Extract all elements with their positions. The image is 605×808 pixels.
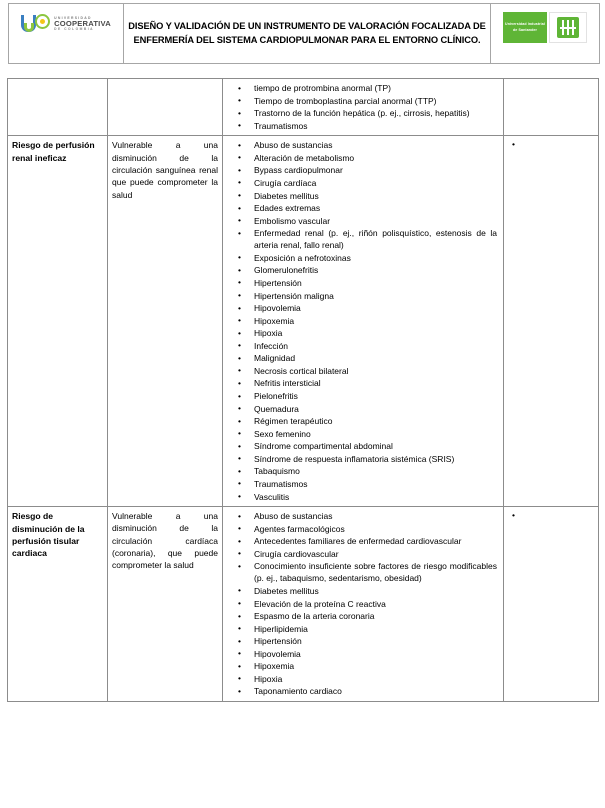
table-body [8, 79, 599, 702]
header-title-cell [124, 4, 491, 64]
list-item: • Abuso de sustancias [244, 510, 497, 522]
diagnosis-label: Riesgo de perfusión renal ineficaz [12, 140, 95, 163]
list-item: • Diabetes mellitus [244, 585, 497, 597]
list-item: • Infección [244, 340, 497, 352]
list-item: • Síndrome de respuesta inflamatoria sistémica (SRIS) [244, 453, 497, 465]
definition-text: Vulnerable a una disminución de la circulación cardíaca (coronaria), que puede comprometer la salud [112, 511, 218, 571]
list-item: • Hipertensión [244, 277, 497, 289]
list-item: • Hipoxia [244, 327, 497, 339]
header-left-logo-cell [9, 4, 124, 64]
ucc-emblem-icon [21, 14, 51, 35]
list-item: • Cirugía cardiovascular [244, 548, 497, 560]
list-item: • Edades extremas [244, 202, 497, 214]
table-row [8, 136, 599, 507]
list-item: • Hiperlipidemia [244, 623, 497, 635]
list-item: • Exposición a nefrotoxinas [244, 252, 497, 264]
risk-factors-list [227, 139, 499, 502]
diagnosis-label: Riesgo de disminución de la perfusión tisular cardiaca [12, 511, 85, 559]
list-item: • Quemadura [244, 403, 497, 415]
list-item: • Cirugía cardíaca [244, 177, 497, 189]
definition-text: Vulnerable a una disminución de la circulación sanguínea renal que puede comprometer la salud [112, 140, 218, 200]
definition-cell [108, 136, 223, 507]
table-row [8, 79, 599, 136]
list-item: • Hipoxemia [244, 315, 497, 327]
ucc-logo-line2: COOPERATIVA [54, 19, 111, 29]
list-item: • Elevación de la proteína C reactiva [244, 598, 497, 610]
universidad-cooperativa-logo [21, 14, 111, 35]
list-item: • Malignidad [244, 352, 497, 364]
ucc-logo-text [54, 17, 111, 32]
uis-mark-box [549, 12, 587, 43]
list-item: • Taponamiento cardiaco [244, 685, 497, 697]
diagnosis-cell [8, 136, 108, 507]
ucc-u-green-shape-icon [24, 23, 35, 32]
list-item: • Hipovolemia [244, 302, 497, 314]
list-item: • Hipoxemia [244, 660, 497, 672]
list-item: • Tabaquismo [244, 465, 497, 477]
list-item: • Abuso de sustancias [244, 139, 497, 151]
nursing-diagnoses-table [7, 78, 599, 702]
risk-factors-cell [223, 136, 504, 507]
list-item: • tiempo de protrombina anormal (TP) [244, 82, 497, 94]
list-item: • Nefritis intersticial [244, 377, 497, 389]
list-item: • Espasmo de la arteria coronaria [244, 610, 497, 622]
ucc-logo-line3: DE COLOMBIA [54, 27, 95, 32]
list-item: • Hipovolemia [244, 648, 497, 660]
uis-crossbar-icon [560, 27, 576, 29]
list-item: • Bypass cardiopulmonar [244, 164, 497, 176]
header-right-logo-cell [491, 4, 600, 64]
list-item: • Agentes farmacológicos [244, 523, 497, 535]
list-item: • Sexo femenino [244, 428, 497, 440]
list-item: • Conocimiento insuficiente sobre factores de riesgo modificables (p. ej., tabaquismo, sedentarismo, obesidad) [244, 560, 497, 584]
list-item: • Trastorno de la función hepática (p. ej., cirrosis, hepatitis) [244, 107, 497, 119]
checkbox-cell[interactable] [504, 136, 599, 507]
list-item: • Alteración de metabolismo [244, 152, 497, 164]
checkbox-cell[interactable] [504, 507, 599, 702]
list-item: • Hipertensión [244, 635, 497, 647]
list-item: • Hipoxia [244, 673, 497, 685]
document-header-table [8, 3, 600, 64]
risk-factors-cell [223, 507, 504, 702]
diagnosis-cell [8, 79, 108, 136]
risk-factors-cell [223, 79, 504, 136]
list-item: • Vasculitis [244, 491, 497, 503]
list-item: • Embolismo vascular [244, 215, 497, 227]
uis-green-box-text: Universidad Industrial de Santander [505, 21, 545, 32]
list-item: • Tiempo de tromboplastina parcial anormal (TTP) [244, 95, 497, 107]
ucc-logo-line1: UNIVERSIDAD [54, 15, 92, 20]
list-item: • Enfermedad renal (p. ej., riñón polisquístico, estenosis de la arteria renal, fallo renal) [244, 227, 497, 251]
list-item: • Necrosis cortical bilateral [244, 365, 497, 377]
uis-emblem-icon [557, 17, 579, 38]
document-title: DISEÑO Y VALIDACIÓN DE UN INSTRUMENTO DE VALORACIÓN FOCALIZADA DE ENFERMERÍA DEL SISTEMA CARDIOPULMONAR PARA EL ENTORNO CLÍNICO. [128, 20, 486, 45]
risk-factors-list [227, 510, 499, 697]
definition-cell [108, 507, 223, 702]
list-item: • Diabetes mellitus [244, 190, 497, 202]
diagnosis-cell [8, 507, 108, 702]
list-item: • Hipertensión maligna [244, 290, 497, 302]
list-item: • Pielonefritis [244, 390, 497, 402]
list-item: • Régimen terapéutico [244, 415, 497, 427]
list-item: • Traumatismos [244, 120, 497, 132]
checkbox-cell[interactable] [504, 79, 599, 136]
list-item: • Síndrome compartimental abdominal [244, 440, 497, 452]
definition-cell [108, 79, 223, 136]
table-row [8, 507, 599, 702]
risk-factors-list [227, 82, 499, 132]
list-item: • Antecedentes familiares de enfermedad cardiovascular [244, 535, 497, 547]
header-row [9, 4, 600, 64]
list-item: • Traumatismos [244, 478, 497, 490]
uis-logo-group [503, 12, 587, 43]
list-item: • Glomerulonefritis [244, 264, 497, 276]
uis-green-name-box [503, 12, 547, 43]
